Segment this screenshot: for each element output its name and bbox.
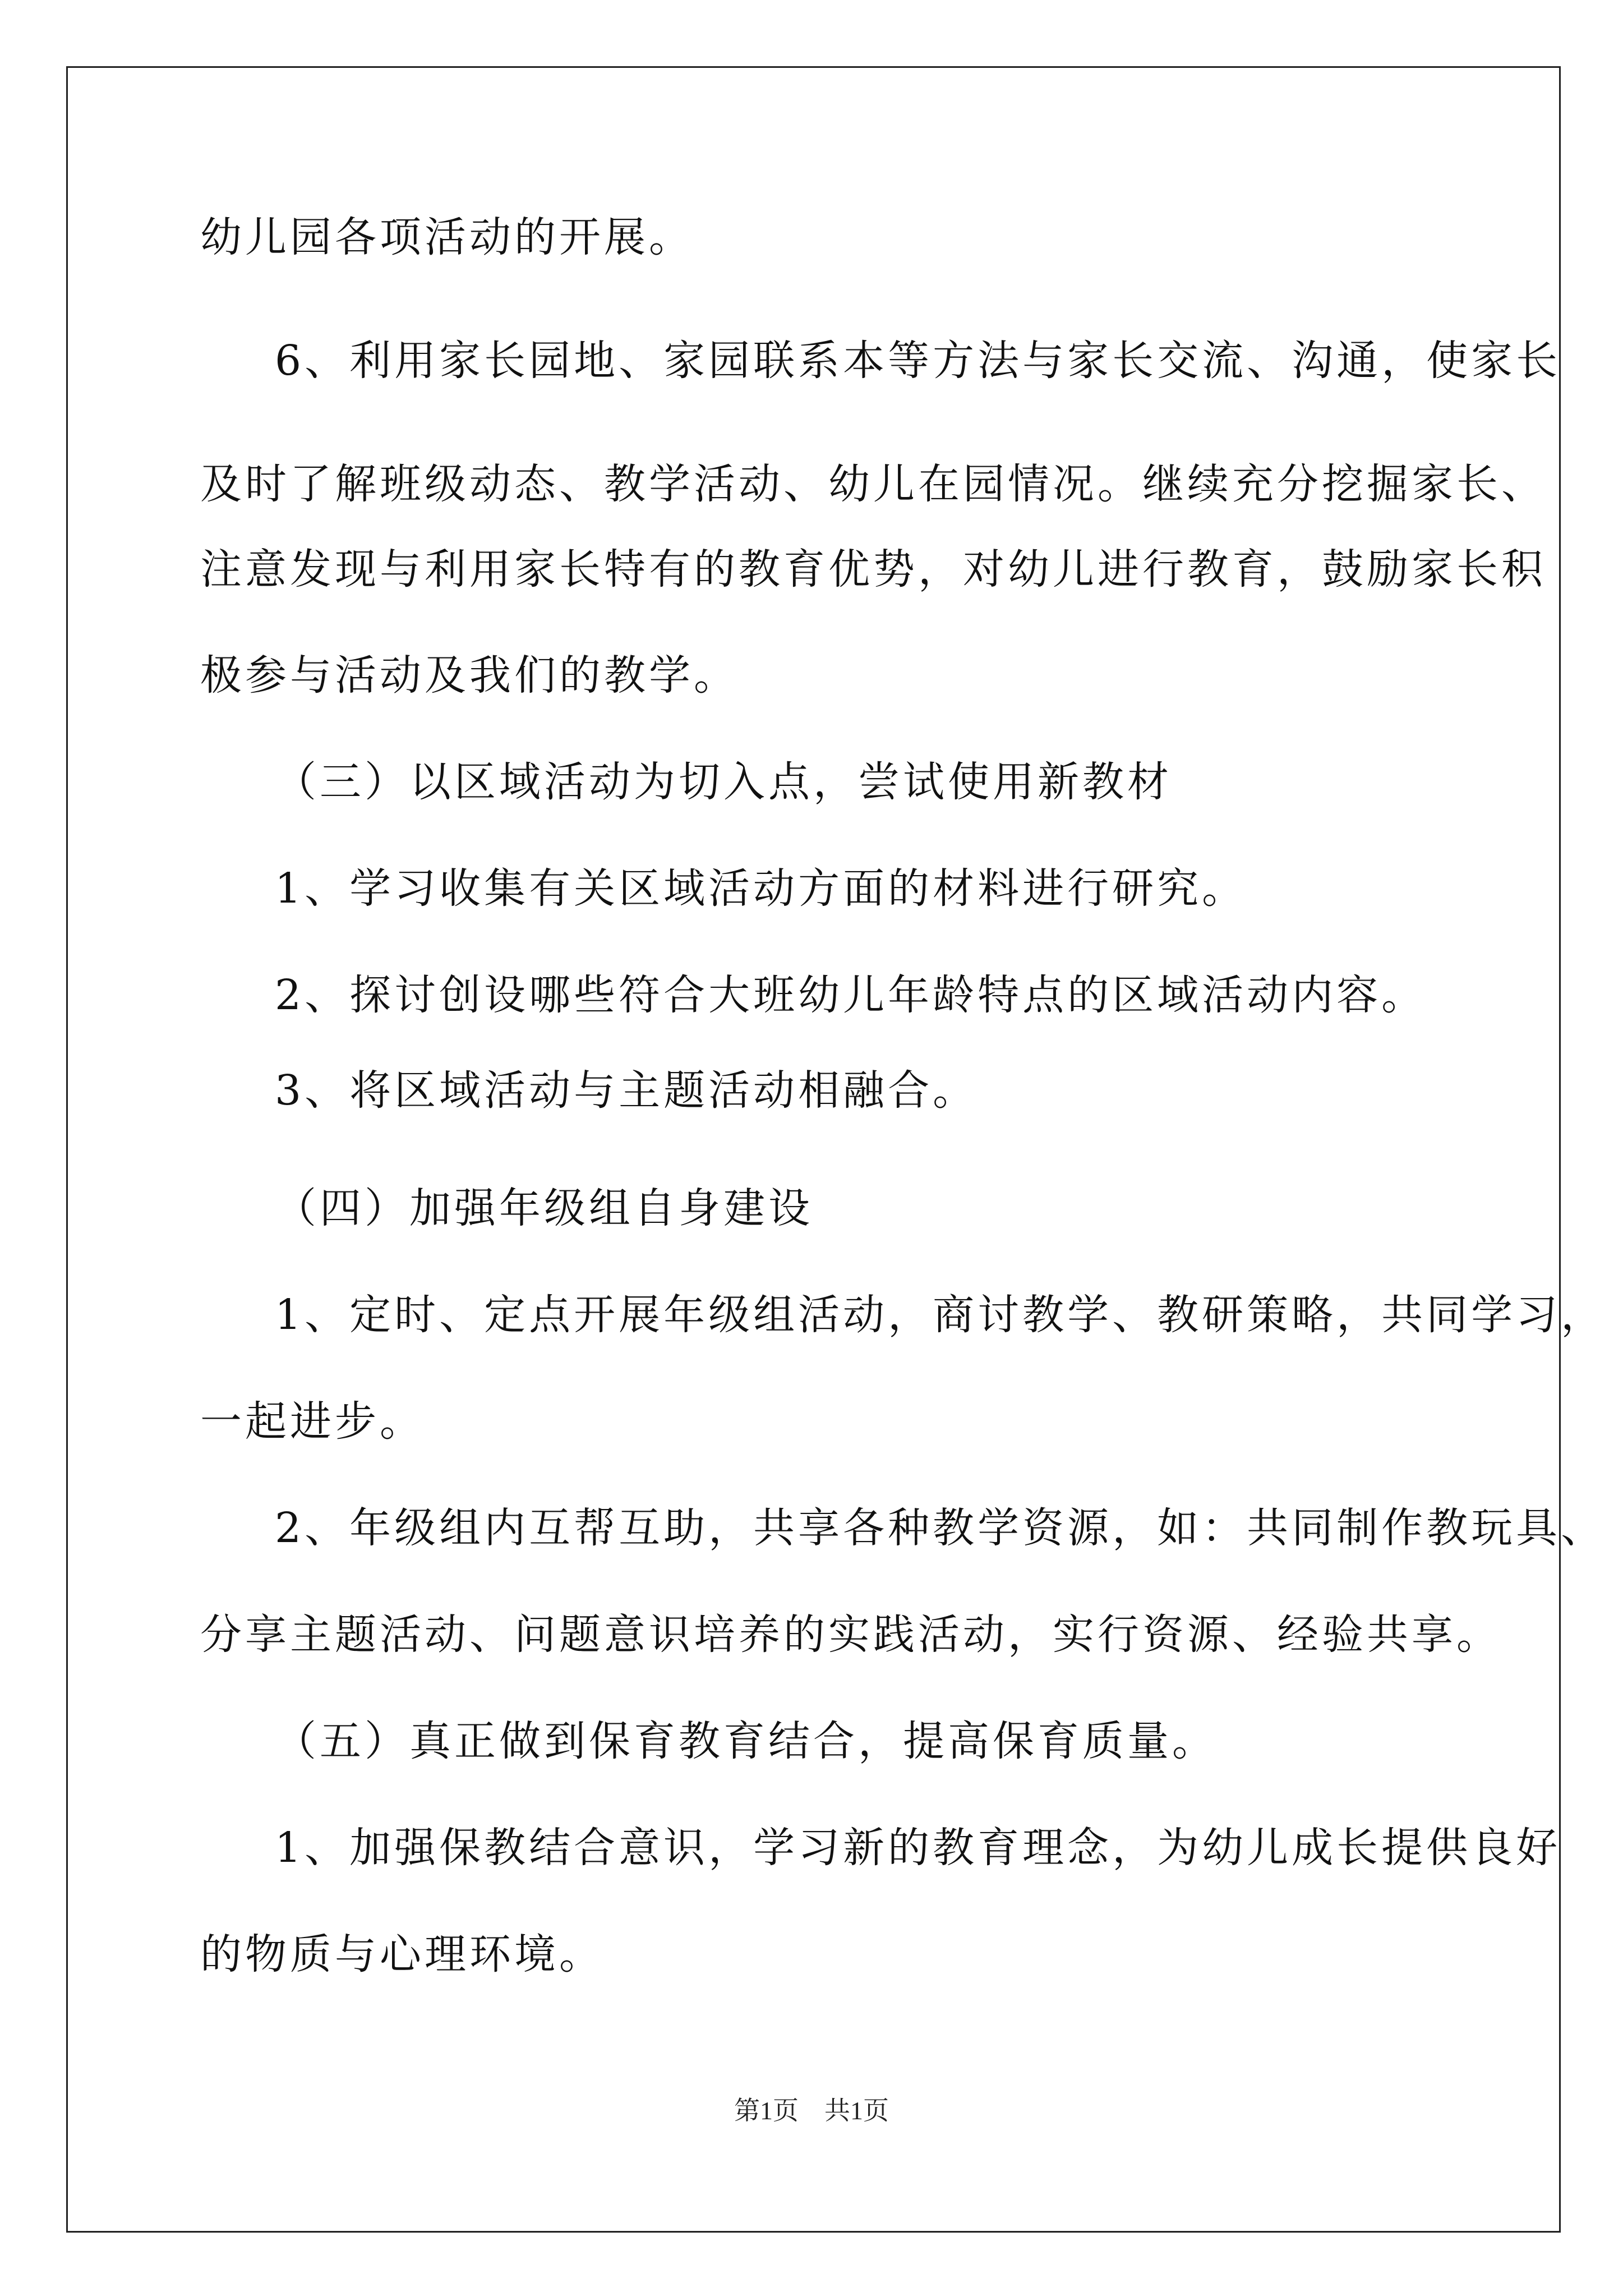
- paragraph-line: 3、将区域活动与主题活动相融合。: [275, 1066, 978, 1115]
- paragraph-line: 2、年级组内互帮互助，共享各种教学资源，如：共同制作教玩具、: [275, 1504, 1606, 1552]
- paragraph-line: 及时了解班级动态、教学活动、幼儿在园情况。继续充分挖掘家长、: [200, 460, 1546, 508]
- paragraph-line: 2、探讨创设哪些符合大班幼儿年龄特点的区域活动内容。: [275, 971, 1427, 1019]
- section-heading: （四）加强年级组自身建设: [275, 1184, 813, 1232]
- paragraph-line: 分享主题活动、问题意识培养的实践活动，实行资源、经验共享。: [200, 1611, 1501, 1659]
- paragraph-line: 1、学习收集有关区域活动方面的材料进行研究。: [275, 864, 1247, 913]
- paragraph-line: 极参与活动及我们的教学。: [200, 651, 739, 700]
- section-heading: （五）真正做到保育教育结合，提高保育质量。: [275, 1717, 1217, 1765]
- paragraph-line: 的物质与心理环境。: [200, 1930, 604, 1978]
- paragraph-line: 注意发现与利用家长特有的教育优势，对幼儿进行教育，鼓励家长积: [200, 545, 1546, 593]
- paragraph-line: 1、定时、定点开展年级组活动，商讨教学、教研策略，共同学习，: [275, 1291, 1606, 1339]
- paragraph-line: 6、利用家长园地、家园联系本等方法与家长交流、沟通，使家长: [275, 337, 1561, 385]
- paragraph-line: 幼儿园各项活动的开展。: [200, 213, 694, 261]
- paragraph-line: 1、加强保教结合意识，学习新的教育理念，为幼儿成长提供良好: [275, 1824, 1561, 1872]
- section-heading: （三）以区域活动为切入点，尝试使用新教材: [275, 758, 1172, 806]
- paragraph-line: 一起进步。: [200, 1397, 425, 1446]
- page-border: [66, 66, 1561, 2233]
- page-number-footer: 第1页 共1页: [734, 2096, 889, 2125]
